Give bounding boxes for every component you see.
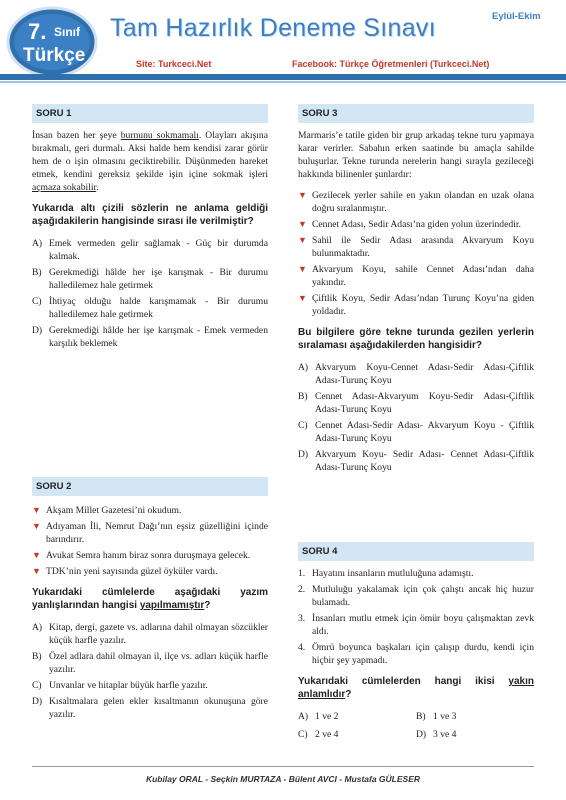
option-1a[interactable]: A) Emek vermeden gelir sağlamak - Güç bir durumda kalmak. xyxy=(32,238,268,262)
arrow-bullet-icon: ▼ xyxy=(298,190,307,200)
arrow-bullet-icon: ▼ xyxy=(298,219,307,229)
option-3a[interactable]: A) Akvaryum Koyu-Cennet Adası-Sedir Adası-Çiftlik Adası-Turunç Koyu xyxy=(298,362,534,386)
list-item: ▼ Çiftlik Koyu, Sedir Adası’ndan Turunç Koyu’na giden yoldadır. xyxy=(298,293,534,317)
question-4-options xyxy=(298,710,534,744)
header-divider-light xyxy=(0,81,566,83)
list-item: 2. Mutluluğu yakalamak için çok çalıştı ancak hiç huzur bulamadı. xyxy=(298,584,534,608)
arrow-bullet-icon: ▼ xyxy=(298,235,307,245)
arrow-bullet-icon: ▼ xyxy=(32,505,41,515)
question-3-prompt: Bu bilgilere göre tekne turunda gezilen yerlerin sıralaması aşağıdakilerden hangisidir? xyxy=(298,327,534,351)
question-4-header: SORU 4 xyxy=(298,542,534,561)
option-2b[interactable]: B) Özel adlara dahil olmayan il, ilçe vs. adları küçük harfle yazılır. xyxy=(32,651,268,675)
list-item: 1. Hayatını insanların mutluluğuna adamıştı. xyxy=(298,568,474,579)
question-4-prompt: Yukarıdaki cümlelerden hangi ikisi yakın anlamlıdır? xyxy=(298,676,534,700)
option-3b[interactable]: B) Cennet Adası-Akvaryum Koyu-Sedir Adası-Çiftlik Adası-Turunç Koyu xyxy=(298,391,534,415)
question-2-header: SORU 2 xyxy=(32,477,268,496)
list-item: ▼ Sahil ile Sedir Adası arasında Akvaryum Koyu bulunmaktadır. xyxy=(298,235,534,259)
question-1-header: SORU 1 xyxy=(32,104,268,123)
option-1b[interactable]: B) Gerekmediği hâlde her işe karışmak - Bir durumu halledilemez hale getirmek xyxy=(32,267,268,291)
option-2a[interactable]: A) Kitap, dergi, gazete vs. adlarına dahil olmayan sözcükler küçük harfle yazılır. xyxy=(32,622,268,646)
option-1d[interactable]: D) Gerekmediği hâlde her işe karışmak - Emek vermeden karşılık beklemek xyxy=(32,325,268,349)
list-item: ▼ Akvaryum Koyu, sahile Cennet Adası’ndan daha yakındır. xyxy=(298,264,534,288)
list-item: ▼ Akşam Millet Gazetesi’ni okudum. xyxy=(32,505,182,516)
option-3c[interactable]: C) Cennet Adası-Sedir Adası- Akvaryum Koyu - Çiftlik Adası-Turunç Koyu xyxy=(298,420,534,444)
question-2-prompt: Yukarıdaki cümlelerde aşağıdaki yazım yanlışlarından hangisi yapılmamıştır? xyxy=(32,587,268,611)
question-3-header: SORU 3 xyxy=(298,104,534,123)
question-2-sentences xyxy=(32,504,268,578)
logo-subject: Türkçe xyxy=(23,45,86,66)
option-3d[interactable]: D) Akvaryum Koyu- Sedir Adası- Cennet Adası-Çiftlik Adası-Turunç Koyu xyxy=(298,449,534,473)
option-1c[interactable]: C) İhtiyaç olduğu halde karışmamak - Bir durumu halledilemez hale getirmek xyxy=(32,296,268,320)
logo-sinif: Sınıf xyxy=(54,25,80,39)
option-4d[interactable]: D) 3 ve 4 xyxy=(416,729,457,740)
question-4 xyxy=(298,542,534,744)
period-label: Eylül-Ekim xyxy=(492,11,541,22)
page-title: Tam Hazırlık Deneme Sınavı xyxy=(110,14,436,42)
logo-grade: 7. xyxy=(28,19,47,44)
arrow-bullet-icon: ▼ xyxy=(32,550,41,560)
question-1 xyxy=(32,104,268,353)
option-4b[interactable]: B) 1 ve 3 xyxy=(416,711,457,722)
option-4c[interactable]: C) 2 ve 4 xyxy=(298,729,339,740)
site-link[interactable]: Site: Turkceci.Net xyxy=(136,59,212,69)
question-3-facts xyxy=(298,189,534,318)
question-3-passage: Marmaris’e tatile giden bir grup arkadaş tekne turu yapmaya karar verirler. Sabahın erken saatinde bu amaçla sahilde buluşurlar. Tekne turunda nerelerin hangi sırayla gezileceği hakkında bilinenler şunlardır: xyxy=(298,130,534,180)
question-1-prompt: Yukarıda altı çizili sözlerin ne anlama geldiği aşağıdakilerin hangisinde sırası ile verilmiştir? xyxy=(32,203,268,227)
arrow-bullet-icon: ▼ xyxy=(298,293,307,303)
list-item: 3. İnsanları mutlu etmek için ömür boyu çalışmaktan zevk aldı. xyxy=(298,613,534,637)
question-2 xyxy=(32,477,268,724)
footer-authors: Kubilay ORAL - Seçkin MURTAZA - Bülent AVCI - Mustafa GÜLESER xyxy=(145,774,421,784)
list-item: ▼ Cennet Adası, Sedir Adası’na giden yolun üzerindedir. xyxy=(298,219,521,230)
list-item: ▼ Avukat Semra hanım biraz sonra duruşmaya gelecek. xyxy=(32,550,251,561)
question-4-sentences xyxy=(298,567,534,667)
list-item: 4. Ömrü boyunca başkaları için çalışıp durdu, kendi için hiçbir şey yapmadı. xyxy=(298,642,534,666)
arrow-bullet-icon: ▼ xyxy=(32,566,41,576)
arrow-bullet-icon: ▼ xyxy=(32,521,41,531)
option-2c[interactable]: C) Unvanlar ve hitaplar büyük harfle yazılır. xyxy=(32,680,208,691)
arrow-bullet-icon: ▼ xyxy=(298,264,307,274)
option-2d[interactable]: D) Kısaltmalara gelen ekler kısaltmanın okunuşuna göre yazılır. xyxy=(32,696,268,720)
list-item: ▼ TDK’nin yeni sayısında güzel öyküler vardı. xyxy=(32,566,218,577)
list-item: ▼ Adıyaman İli, Nemrut Dağı’nın eşsiz güzelliğini içinde barındırır. xyxy=(32,521,268,545)
option-4a[interactable]: A) 1 ve 2 xyxy=(298,711,339,722)
header-divider xyxy=(0,74,566,80)
list-item: ▼ Gezilecek yerler sahile en yakın olandan en uzak olana doğru sıralanmıştır. xyxy=(298,190,534,214)
grade-logo xyxy=(4,3,100,79)
question-1-passage: İnsan bazen her şeye burnunu sokmamalı. Olayları akışına bırakmalı, geri durmalı. Aksi halde hem kendisi zarar görür hem de o işin olmasını geciktirebilir. Düşünmeden hareket etmek, kendini gereksiz şekilde işin içine sokmak işleri açmaza sokabilir. xyxy=(32,130,268,193)
footer-divider xyxy=(32,766,534,767)
facebook-link[interactable]: Facebook: Türkçe Öğretmenleri (Turkceci.Net) xyxy=(292,59,490,69)
question-3 xyxy=(298,104,534,477)
